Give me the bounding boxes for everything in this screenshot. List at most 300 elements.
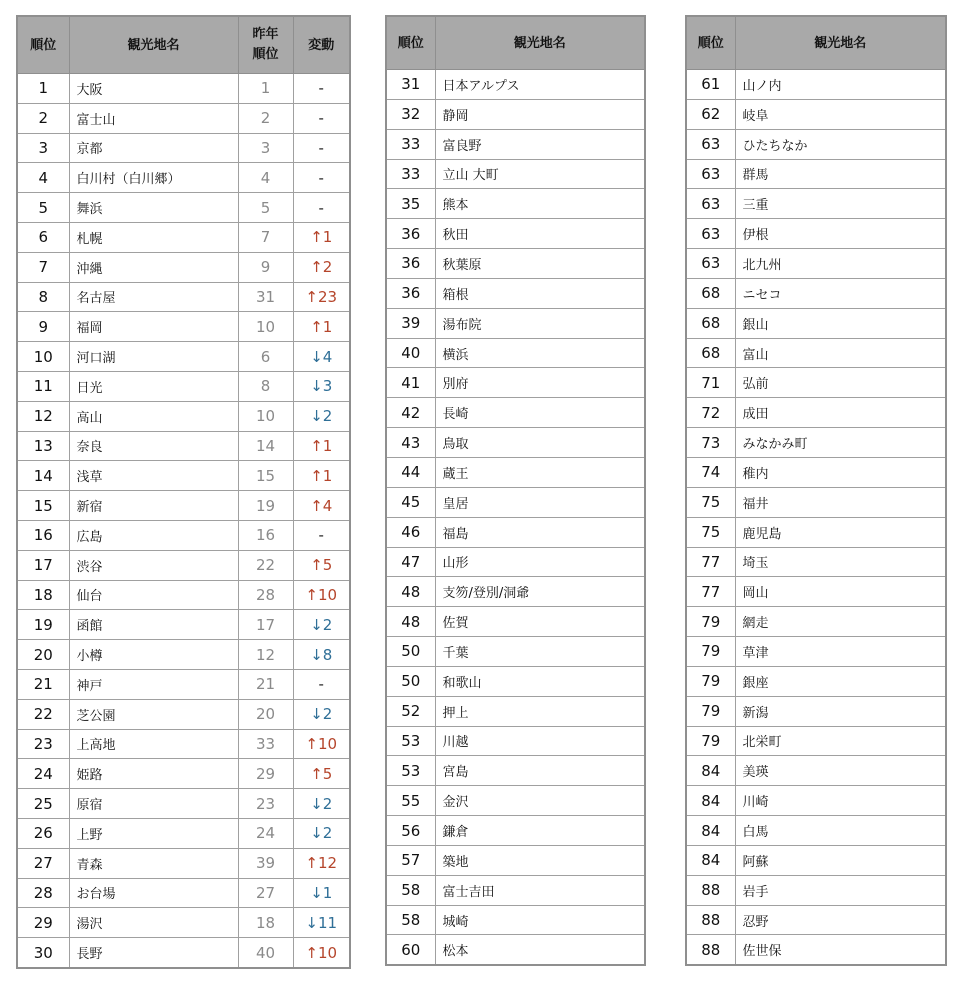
rank-cell: 40 — [386, 338, 435, 368]
rank-change-cell: ↓2 — [293, 401, 350, 431]
table-row — [686, 398, 946, 428]
destination-name-cell: 鎌倉 — [435, 816, 645, 846]
table-header-row — [17, 16, 350, 74]
table-row — [386, 637, 645, 667]
last-year-rank-cell: 10 — [238, 312, 293, 342]
table-row — [386, 99, 645, 129]
header-rank: 順位 — [686, 16, 735, 70]
rank-cell: 58 — [386, 875, 435, 905]
table-row — [17, 729, 350, 759]
destination-name-cell: 静岡 — [435, 99, 645, 129]
destination-name-cell: 忍野 — [735, 905, 946, 935]
rank-cell: 50 — [386, 666, 435, 696]
last-year-rank-cell: 7 — [238, 222, 293, 252]
destination-name-cell: 函館 — [69, 610, 238, 640]
rank-cell: 36 — [386, 219, 435, 249]
table-row — [386, 159, 645, 189]
destination-name-cell: 京都 — [69, 133, 238, 163]
rank-cell: 84 — [686, 845, 735, 875]
destination-name-cell: 小樽 — [69, 640, 238, 670]
table-row — [17, 491, 350, 521]
destination-name-cell: 長野 — [69, 938, 238, 968]
rank-cell: 31 — [386, 70, 435, 100]
last-year-rank-cell: 15 — [238, 461, 293, 491]
rank-cell: 63 — [686, 249, 735, 279]
table-row — [386, 368, 645, 398]
table-row — [686, 726, 946, 756]
destination-name-cell: お台場 — [69, 878, 238, 908]
rank-cell: 43 — [386, 428, 435, 458]
rank-cell: 45 — [386, 487, 435, 517]
destination-name-cell: 蔵王 — [435, 457, 645, 487]
table-row — [686, 875, 946, 905]
destination-name-cell: 岡山 — [735, 577, 946, 607]
table-row — [686, 249, 946, 279]
table-row — [686, 457, 946, 487]
table-row — [386, 249, 645, 279]
rank-cell: 44 — [386, 457, 435, 487]
rank-cell: 14 — [17, 461, 69, 491]
table-row — [386, 816, 645, 846]
rank-cell: 79 — [686, 666, 735, 696]
destination-name-cell: 群馬 — [735, 159, 946, 189]
last-year-rank-cell: 17 — [238, 610, 293, 640]
destination-name-cell: 秋田 — [435, 219, 645, 249]
last-year-rank-cell: 12 — [238, 640, 293, 670]
rank-cell: 2 — [17, 103, 69, 133]
last-year-rank-cell: 16 — [238, 520, 293, 550]
table-row — [686, 547, 946, 577]
last-year-rank-cell: 2 — [238, 103, 293, 133]
rank-cell: 11 — [17, 371, 69, 401]
destination-name-cell: 奈良 — [69, 431, 238, 461]
rank-cell: 10 — [17, 342, 69, 372]
table-row — [17, 580, 350, 610]
last-year-rank-cell: 8 — [238, 371, 293, 401]
last-year-rank-cell: 29 — [238, 759, 293, 789]
rank-cell: 63 — [686, 219, 735, 249]
last-year-rank-cell: 40 — [238, 938, 293, 968]
destination-name-cell: 立山 大町 — [435, 159, 645, 189]
rank-cell: 56 — [386, 816, 435, 846]
rank-change-cell: - — [293, 163, 350, 193]
destination-name-cell: 長崎 — [435, 398, 645, 428]
rank-cell: 48 — [386, 577, 435, 607]
rank-cell: 36 — [386, 249, 435, 279]
rank-change-cell: ↑2 — [293, 252, 350, 282]
table-row — [17, 908, 350, 938]
last-year-rank-cell: 21 — [238, 669, 293, 699]
rank-cell: 16 — [17, 520, 69, 550]
table-row — [386, 457, 645, 487]
destination-name-cell: 福岡 — [69, 312, 238, 342]
destination-name-cell: 稚内 — [735, 457, 946, 487]
destination-name-cell: 福井 — [735, 487, 946, 517]
table-row — [686, 487, 946, 517]
rank-change-cell: ↓3 — [293, 371, 350, 401]
rank-cell: 1 — [17, 74, 69, 104]
table-header-row — [686, 16, 946, 70]
table-row — [17, 640, 350, 670]
last-year-rank-cell: 18 — [238, 908, 293, 938]
rank-change-cell: ↑1 — [293, 312, 350, 342]
destination-name-cell: 渋谷 — [69, 550, 238, 580]
destination-name-cell: 熊本 — [435, 189, 645, 219]
rank-cell: 29 — [17, 908, 69, 938]
rank-change-cell: ↓8 — [293, 640, 350, 670]
table-row — [17, 878, 350, 908]
table-row — [386, 308, 645, 338]
ranking-table-31-60 — [385, 15, 646, 966]
table-row — [686, 189, 946, 219]
table-row — [17, 252, 350, 282]
last-year-rank-cell: 22 — [238, 550, 293, 580]
table-row — [386, 786, 645, 816]
table-row — [686, 129, 946, 159]
table-row — [386, 278, 645, 308]
destination-name-cell: 佐世保 — [735, 935, 946, 965]
table-row — [686, 338, 946, 368]
destination-name-cell: 草津 — [735, 637, 946, 667]
destination-name-cell: 河口湖 — [69, 342, 238, 372]
table-row — [686, 756, 946, 786]
rank-cell: 61 — [686, 70, 735, 100]
table-row — [386, 577, 645, 607]
rank-cell: 17 — [17, 550, 69, 580]
rank-cell: 42 — [386, 398, 435, 428]
last-year-rank-cell: 9 — [238, 252, 293, 282]
destination-name-cell: 岩手 — [735, 875, 946, 905]
table-row — [686, 577, 946, 607]
last-year-rank-cell: 24 — [238, 818, 293, 848]
rank-change-cell: ↑5 — [293, 550, 350, 580]
table-row — [386, 666, 645, 696]
last-year-rank-cell: 14 — [238, 431, 293, 461]
rank-cell: 74 — [686, 457, 735, 487]
ranking-table-61-90 — [685, 15, 947, 966]
rank-cell: 3 — [17, 133, 69, 163]
table-row — [686, 637, 946, 667]
rank-cell: 53 — [386, 726, 435, 756]
table-row — [386, 189, 645, 219]
rank-cell: 33 — [386, 159, 435, 189]
destination-name-cell: 大阪 — [69, 74, 238, 104]
destination-name-cell: 川崎 — [735, 786, 946, 816]
rank-change-cell: - — [293, 520, 350, 550]
table-row — [17, 371, 350, 401]
table-row — [686, 517, 946, 547]
rank-change-cell: ↑1 — [293, 461, 350, 491]
table-row — [686, 607, 946, 637]
rank-cell: 41 — [386, 368, 435, 398]
last-year-rank-cell: 5 — [238, 193, 293, 223]
destination-name-cell: 埼玉 — [735, 547, 946, 577]
destination-name-cell: 上高地 — [69, 729, 238, 759]
table-row — [386, 338, 645, 368]
rank-cell: 13 — [17, 431, 69, 461]
table-row — [686, 845, 946, 875]
table-row — [686, 278, 946, 308]
table-row — [17, 610, 350, 640]
destination-name-cell: 新潟 — [735, 696, 946, 726]
rank-cell: 84 — [686, 816, 735, 846]
destination-name-cell: 岐阜 — [735, 99, 946, 129]
rank-cell: 23 — [17, 729, 69, 759]
destination-name-cell: 皇居 — [435, 487, 645, 517]
rank-change-cell: ↑10 — [293, 938, 350, 968]
destination-name-cell: 白馬 — [735, 816, 946, 846]
destination-name-cell: 広島 — [69, 520, 238, 550]
last-year-rank-cell: 31 — [238, 282, 293, 312]
destination-name-cell: 日本アルプス — [435, 70, 645, 100]
rank-cell: 8 — [17, 282, 69, 312]
destination-name-cell: 支笏/登別/洞爺 — [435, 577, 645, 607]
last-year-rank-cell: 1 — [238, 74, 293, 104]
rank-cell: 6 — [17, 222, 69, 252]
rank-change-cell: ↑1 — [293, 222, 350, 252]
rank-cell: 84 — [686, 786, 735, 816]
rank-cell: 75 — [686, 517, 735, 547]
rank-cell: 63 — [686, 129, 735, 159]
table-row — [386, 905, 645, 935]
destination-name-cell: 原宿 — [69, 789, 238, 819]
destination-name-cell: 仙台 — [69, 580, 238, 610]
destination-name-cell: 富良野 — [435, 129, 645, 159]
destination-name-cell: 成田 — [735, 398, 946, 428]
table-row — [386, 398, 645, 428]
rank-cell: 63 — [686, 189, 735, 219]
rank-cell: 4 — [17, 163, 69, 193]
rank-cell: 58 — [386, 905, 435, 935]
rank-cell: 60 — [386, 935, 435, 965]
table-row — [686, 816, 946, 846]
table-row — [17, 222, 350, 252]
rank-cell: 36 — [386, 278, 435, 308]
last-year-rank-cell: 27 — [238, 878, 293, 908]
table-row — [17, 818, 350, 848]
destination-name-cell: 福島 — [435, 517, 645, 547]
header-name: 観光地名 — [435, 16, 645, 70]
rank-cell: 88 — [686, 875, 735, 905]
destination-name-cell: 城崎 — [435, 905, 645, 935]
rank-cell: 18 — [17, 580, 69, 610]
table-row — [17, 699, 350, 729]
last-year-rank-cell: 39 — [238, 848, 293, 878]
rank-cell: 39 — [386, 308, 435, 338]
table-row — [17, 342, 350, 372]
destination-name-cell: 宮島 — [435, 756, 645, 786]
destination-name-cell: 横浜 — [435, 338, 645, 368]
rank-cell: 55 — [386, 786, 435, 816]
destination-name-cell: 姫路 — [69, 759, 238, 789]
table-row — [17, 193, 350, 223]
table-row — [17, 669, 350, 699]
table-row — [686, 935, 946, 965]
table-row — [17, 520, 350, 550]
rank-cell: 30 — [17, 938, 69, 968]
table-row — [386, 726, 645, 756]
table-row — [386, 696, 645, 726]
destination-name-cell: 札幌 — [69, 222, 238, 252]
table-row — [386, 547, 645, 577]
table-row — [386, 756, 645, 786]
table-row — [17, 74, 350, 104]
rank-cell: 79 — [686, 726, 735, 756]
rank-change-cell: - — [293, 133, 350, 163]
last-year-rank-cell: 4 — [238, 163, 293, 193]
destination-name-cell: 神戸 — [69, 669, 238, 699]
last-year-rank-cell: 20 — [238, 699, 293, 729]
rank-change-cell: ↑4 — [293, 491, 350, 521]
rank-cell: 71 — [686, 368, 735, 398]
destination-name-cell: 青森 — [69, 848, 238, 878]
destination-name-cell: 箱根 — [435, 278, 645, 308]
rank-change-cell: ↓2 — [293, 789, 350, 819]
rank-cell: 47 — [386, 547, 435, 577]
rank-cell: 88 — [686, 935, 735, 965]
table-row — [686, 696, 946, 726]
destination-name-cell: 名古屋 — [69, 282, 238, 312]
table-row — [686, 786, 946, 816]
destination-name-cell: 沖縄 — [69, 252, 238, 282]
rank-cell: 25 — [17, 789, 69, 819]
table-row — [686, 99, 946, 129]
rank-change-cell: - — [293, 193, 350, 223]
rank-cell: 21 — [17, 669, 69, 699]
rank-cell: 77 — [686, 547, 735, 577]
rank-change-cell: - — [293, 669, 350, 699]
table-row — [17, 461, 350, 491]
table-row — [386, 845, 645, 875]
table-row — [386, 875, 645, 905]
last-year-rank-cell: 28 — [238, 580, 293, 610]
rank-cell: 52 — [386, 696, 435, 726]
destination-name-cell: 秋葉原 — [435, 249, 645, 279]
rank-cell: 9 — [17, 312, 69, 342]
destination-name-cell: 北九州 — [735, 249, 946, 279]
destination-name-cell: 富士山 — [69, 103, 238, 133]
destination-name-cell: 伊根 — [735, 219, 946, 249]
rank-change-cell: - — [293, 74, 350, 104]
rank-cell: 35 — [386, 189, 435, 219]
rank-change-cell: ↓11 — [293, 908, 350, 938]
destination-name-cell: 舞浜 — [69, 193, 238, 223]
rank-cell: 20 — [17, 640, 69, 670]
header-rank: 順位 — [17, 16, 69, 74]
rank-cell: 72 — [686, 398, 735, 428]
rank-change-cell: ↓2 — [293, 610, 350, 640]
rank-change-cell: ↑10 — [293, 580, 350, 610]
destination-name-cell: 金沢 — [435, 786, 645, 816]
header-change: 変動 — [293, 16, 350, 74]
destination-name-cell: 芝公園 — [69, 699, 238, 729]
table-row — [386, 129, 645, 159]
header-name: 観光地名 — [735, 16, 946, 70]
destination-name-cell: 日光 — [69, 371, 238, 401]
table-row — [686, 905, 946, 935]
table-row — [686, 219, 946, 249]
destination-name-cell: 湯沢 — [69, 908, 238, 938]
table-row — [17, 312, 350, 342]
rank-cell: 79 — [686, 637, 735, 667]
destination-name-cell: 銀座 — [735, 666, 946, 696]
rank-cell: 79 — [686, 607, 735, 637]
destination-name-cell: 上野 — [69, 818, 238, 848]
destination-name-cell: 三重 — [735, 189, 946, 219]
destination-name-cell: ニセコ — [735, 278, 946, 308]
table-row — [386, 219, 645, 249]
table-row — [17, 431, 350, 461]
rank-cell: 46 — [386, 517, 435, 547]
table-row — [386, 607, 645, 637]
rank-cell: 27 — [17, 848, 69, 878]
table-row — [17, 789, 350, 819]
rank-change-cell: ↑23 — [293, 282, 350, 312]
table-row — [686, 428, 946, 458]
rank-cell: 88 — [686, 905, 735, 935]
rank-cell: 63 — [686, 159, 735, 189]
rank-cell: 53 — [386, 756, 435, 786]
destination-name-cell: 北栄町 — [735, 726, 946, 756]
table-row — [686, 368, 946, 398]
header-rank: 順位 — [386, 16, 435, 70]
destination-name-cell: 新宿 — [69, 491, 238, 521]
header-name: 観光地名 — [69, 16, 238, 74]
destination-name-cell: 銀山 — [735, 308, 946, 338]
table-row — [17, 133, 350, 163]
rank-cell: 12 — [17, 401, 69, 431]
rank-cell: 75 — [686, 487, 735, 517]
destination-name-cell: 押上 — [435, 696, 645, 726]
destination-name-cell: みなかみ町 — [735, 428, 946, 458]
rank-cell: 68 — [686, 308, 735, 338]
table-row — [17, 848, 350, 878]
destination-name-cell: 別府 — [435, 368, 645, 398]
destination-name-cell: 白川村（白川郷） — [69, 163, 238, 193]
destination-name-cell: ひたちなか — [735, 129, 946, 159]
destination-name-cell: 鳥取 — [435, 428, 645, 458]
table-row — [686, 666, 946, 696]
header-last-year-rank: 昨年順位 — [238, 16, 293, 74]
table-row — [386, 935, 645, 965]
rank-change-cell: ↑10 — [293, 729, 350, 759]
destination-name-cell: 富山 — [735, 338, 946, 368]
table-row — [386, 70, 645, 100]
last-year-rank-cell: 19 — [238, 491, 293, 521]
rank-cell: 62 — [686, 99, 735, 129]
rank-cell: 15 — [17, 491, 69, 521]
table-header-row — [386, 16, 645, 70]
rank-change-cell: ↑12 — [293, 848, 350, 878]
rank-cell: 32 — [386, 99, 435, 129]
destination-name-cell: 浅草 — [69, 461, 238, 491]
rank-cell: 57 — [386, 845, 435, 875]
table-row — [686, 308, 946, 338]
table-row — [17, 401, 350, 431]
last-year-rank-cell: 23 — [238, 789, 293, 819]
destination-name-cell: 千葉 — [435, 637, 645, 667]
rank-change-cell: - — [293, 103, 350, 133]
rank-cell: 33 — [386, 129, 435, 159]
last-year-rank-cell: 3 — [238, 133, 293, 163]
last-year-rank-cell: 33 — [238, 729, 293, 759]
destination-name-cell: 鹿児島 — [735, 517, 946, 547]
destination-name-cell: 高山 — [69, 401, 238, 431]
rank-cell: 48 — [386, 607, 435, 637]
destination-name-cell: 美瑛 — [735, 756, 946, 786]
rank-change-cell: ↓2 — [293, 699, 350, 729]
rank-change-cell: ↑1 — [293, 431, 350, 461]
